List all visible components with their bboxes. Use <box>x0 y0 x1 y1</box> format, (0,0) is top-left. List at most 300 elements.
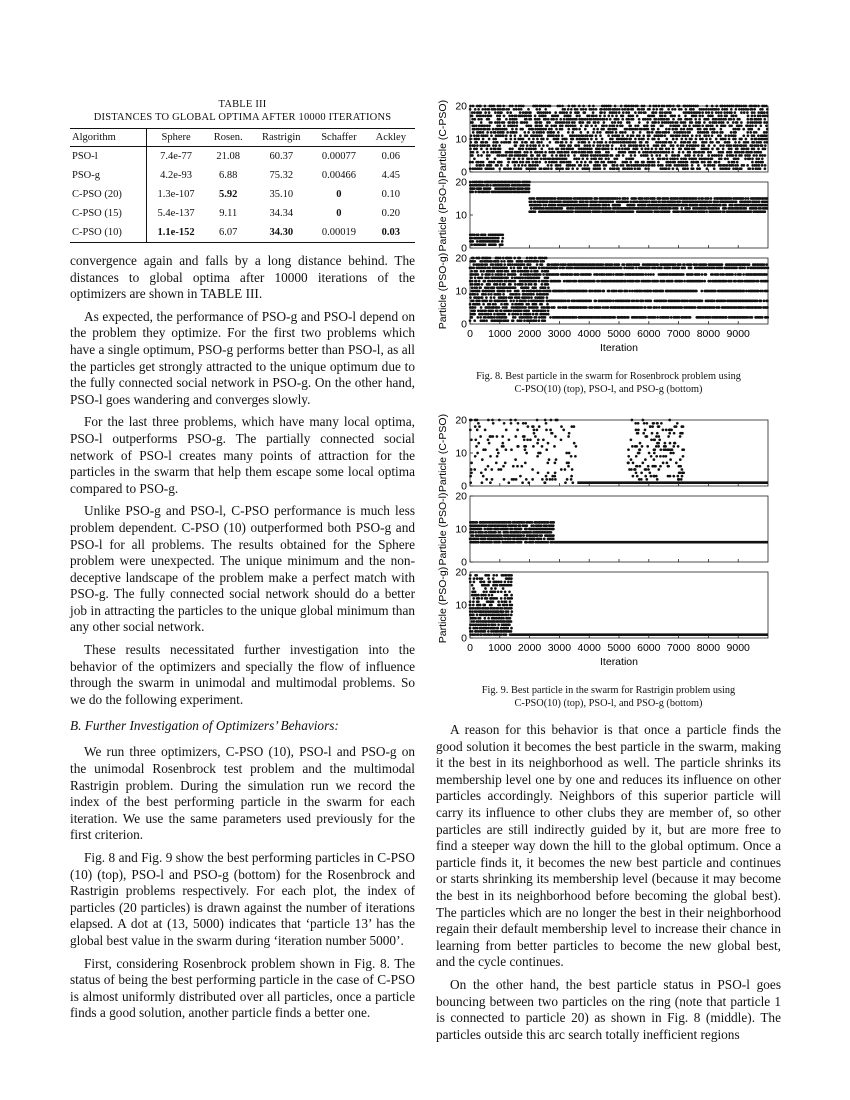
data-point <box>647 157 650 160</box>
data-point <box>509 148 512 151</box>
data-point <box>505 448 508 451</box>
y-tick-label: 10 <box>455 447 467 460</box>
right-column <box>436 98 781 1043</box>
data-point <box>569 164 572 167</box>
data-point <box>580 148 583 151</box>
data-point <box>690 267 693 270</box>
data-point <box>552 131 555 134</box>
data-point <box>742 134 745 137</box>
data-point <box>509 141 512 144</box>
data-point <box>724 157 727 160</box>
data-point <box>535 131 538 134</box>
data-point <box>661 164 664 167</box>
paragraph: convergence again and falls by a long distance behind. The distances to global optima after 10000 iterations of the optimizers are shown in TABLE III. <box>70 253 415 302</box>
data-point <box>758 157 761 160</box>
data-point <box>693 154 696 157</box>
data-point <box>661 111 664 114</box>
data-point <box>612 300 615 303</box>
data-point <box>539 273 542 276</box>
data-point <box>713 167 716 170</box>
table-header-row <box>70 129 415 147</box>
data-point <box>507 161 510 164</box>
data-point <box>668 267 671 270</box>
data-point <box>589 300 592 303</box>
data-point <box>647 138 650 141</box>
data-point <box>567 154 570 157</box>
data-point <box>490 131 493 134</box>
data-point <box>524 164 527 167</box>
data-point <box>514 286 517 289</box>
data-point <box>648 108 651 111</box>
table-cell: C-PSO (10) <box>70 223 147 243</box>
data-point <box>546 200 549 203</box>
data-point <box>553 151 556 154</box>
data-point <box>472 300 475 303</box>
data-point <box>711 111 714 114</box>
data-point <box>563 121 566 124</box>
data-point <box>520 309 523 312</box>
data-point <box>490 115 493 118</box>
data-point <box>750 151 753 154</box>
data-point <box>576 115 579 118</box>
data-point <box>555 419 558 422</box>
data-point <box>506 276 509 279</box>
table-cell: 60.37 <box>269 151 294 162</box>
data-point <box>529 164 532 167</box>
data-point <box>620 267 623 270</box>
data-point <box>490 148 493 151</box>
data-point <box>505 138 508 141</box>
data-point <box>624 148 627 151</box>
data-point <box>534 210 537 213</box>
data-point <box>766 207 769 210</box>
data-point <box>529 313 532 316</box>
data-point <box>501 240 504 243</box>
data-point <box>629 141 632 144</box>
data-point <box>667 118 670 121</box>
data-point <box>527 157 530 160</box>
data-point <box>476 293 479 296</box>
data-point <box>580 131 583 134</box>
data-point <box>751 108 754 111</box>
data-point <box>532 293 535 296</box>
data-point <box>567 151 570 154</box>
data-point <box>655 118 658 121</box>
data-point <box>472 131 475 134</box>
data-point <box>579 121 582 124</box>
data-point <box>722 273 725 276</box>
data-point <box>480 121 483 124</box>
data-point <box>482 164 485 167</box>
data-point <box>595 134 598 137</box>
data-point <box>638 118 641 121</box>
table-header-cell: Sphere <box>147 129 206 147</box>
data-point <box>472 105 475 108</box>
data-point <box>499 128 502 131</box>
data-point <box>706 167 709 170</box>
data-point <box>498 118 501 121</box>
data-point <box>538 141 541 144</box>
data-point <box>496 283 499 286</box>
data-point <box>676 197 679 200</box>
data-point <box>686 134 689 137</box>
data-point <box>491 478 494 481</box>
x-tick-label: 3000 <box>547 328 572 340</box>
data-points <box>469 257 770 322</box>
data-point <box>516 300 519 303</box>
data-point <box>715 138 718 141</box>
data-point <box>488 154 491 157</box>
data-point <box>611 115 614 118</box>
data-point <box>507 481 510 484</box>
data-point <box>474 438 477 441</box>
data-point <box>675 128 678 131</box>
data-point <box>694 118 697 121</box>
data-point <box>546 111 549 114</box>
data-point <box>515 115 518 118</box>
data-point <box>517 445 520 448</box>
data-point <box>640 154 643 157</box>
data-point <box>701 115 704 118</box>
data-point <box>609 167 612 170</box>
table-header-cell: Algorithm <box>70 129 147 147</box>
data-point <box>734 280 737 283</box>
data-point <box>625 111 628 114</box>
data-point <box>765 121 768 124</box>
data-point <box>580 124 583 127</box>
data-point <box>625 157 628 160</box>
data-point <box>624 151 627 154</box>
data-point <box>609 207 612 210</box>
data-point <box>485 478 488 481</box>
data-point <box>599 306 602 309</box>
data-point <box>536 105 539 108</box>
data-point <box>477 154 480 157</box>
y-tick-label: 20 <box>455 252 467 265</box>
data-point <box>653 161 656 164</box>
data-point <box>630 164 633 167</box>
data-point <box>726 121 729 124</box>
data-point <box>740 105 743 108</box>
data-point <box>531 128 534 131</box>
data-point <box>470 237 473 240</box>
data-point <box>549 290 552 293</box>
data-point <box>559 267 562 270</box>
data-point <box>736 164 739 167</box>
data-point <box>529 144 532 147</box>
data-point <box>591 134 594 137</box>
data-point <box>499 108 502 111</box>
data-point <box>509 138 512 141</box>
data-point <box>595 200 598 203</box>
data-point <box>742 306 745 309</box>
data-point <box>688 154 691 157</box>
data-point <box>571 210 574 213</box>
data-point <box>757 105 760 108</box>
data-point <box>730 108 733 111</box>
data-point <box>665 148 668 151</box>
data-point <box>764 148 767 151</box>
data-point <box>632 210 635 213</box>
table-row <box>70 166 415 185</box>
data-point <box>667 316 670 319</box>
data-point <box>639 131 642 134</box>
data-point <box>498 144 501 147</box>
data-point <box>527 286 530 289</box>
data-point <box>699 128 702 131</box>
data-point <box>657 161 660 164</box>
data-point <box>578 115 581 118</box>
data-point <box>615 290 618 293</box>
data-point <box>568 121 571 124</box>
data-point <box>711 148 714 151</box>
data-point <box>746 164 749 167</box>
data-point <box>759 151 762 154</box>
data-point <box>698 273 701 276</box>
data-point <box>759 141 762 144</box>
data-point <box>500 161 503 164</box>
data-point <box>698 134 701 137</box>
data-point <box>643 144 646 147</box>
data-point <box>527 108 530 111</box>
data-point <box>636 144 639 147</box>
data-point <box>653 124 656 127</box>
data-point <box>600 157 603 160</box>
data-point <box>678 316 681 319</box>
data-point <box>500 273 503 276</box>
data-point <box>759 167 762 170</box>
data-point <box>477 108 480 111</box>
data-point <box>688 148 691 151</box>
data-point <box>642 164 645 167</box>
data-point <box>471 240 474 243</box>
data-point <box>473 128 476 131</box>
data-point <box>530 200 533 203</box>
data-point <box>680 306 683 309</box>
data-point <box>475 270 478 273</box>
data-point <box>670 316 673 319</box>
data-point <box>534 257 537 260</box>
data-point <box>636 128 639 131</box>
data-point <box>571 151 574 154</box>
data-point <box>508 313 511 316</box>
data-point <box>513 187 516 190</box>
data-point <box>618 134 621 137</box>
data-point <box>559 105 562 108</box>
data-point <box>665 131 668 134</box>
data-point <box>765 138 768 141</box>
data-point <box>503 290 506 293</box>
data-point <box>541 445 544 448</box>
data-point <box>700 290 703 293</box>
data-point <box>536 124 539 127</box>
data-point <box>757 128 760 131</box>
data-point <box>537 438 540 441</box>
data-point <box>682 151 685 154</box>
data-point <box>538 267 541 270</box>
data-point <box>634 111 637 114</box>
data-point <box>487 286 490 289</box>
data-point <box>478 257 481 260</box>
data-point <box>501 435 504 438</box>
data-point <box>745 144 748 147</box>
data-point <box>661 124 664 127</box>
data-point <box>594 121 597 124</box>
data-point <box>477 128 480 131</box>
left-column <box>70 98 415 1022</box>
data-point <box>730 148 733 151</box>
data-point <box>760 300 763 303</box>
data-point <box>680 128 683 131</box>
data-point <box>707 151 710 154</box>
data-point <box>499 257 502 260</box>
data-points <box>469 105 769 170</box>
data-point <box>744 157 747 160</box>
data-point <box>720 111 723 114</box>
table-cell: C-PSO (15) <box>70 204 147 223</box>
data-point <box>700 157 703 160</box>
data-point <box>542 300 545 303</box>
table-cell: 0.03 <box>367 223 415 243</box>
data-point <box>711 141 714 144</box>
data-point <box>684 131 687 134</box>
data-point <box>530 296 533 299</box>
data-point <box>564 154 567 157</box>
data-point <box>719 210 722 213</box>
data-point <box>477 138 480 141</box>
data-point <box>744 197 747 200</box>
data-point <box>526 134 529 137</box>
data-point <box>724 207 727 210</box>
data-point <box>747 108 750 111</box>
data-point <box>477 118 480 121</box>
data-point <box>526 257 529 260</box>
data-point <box>561 154 564 157</box>
data-point <box>647 273 650 276</box>
data-point <box>653 138 656 141</box>
data-point <box>686 128 689 131</box>
data-point <box>493 270 496 273</box>
data-point <box>734 141 737 144</box>
data-point <box>521 128 524 131</box>
data-point <box>669 124 672 127</box>
data-point <box>761 316 764 319</box>
data-point <box>748 167 751 170</box>
data-point <box>672 148 675 151</box>
data-point <box>510 309 513 312</box>
data-point <box>481 273 484 276</box>
data-point <box>479 164 482 167</box>
data-point <box>611 121 614 124</box>
data-point <box>661 115 664 118</box>
data-point <box>709 121 712 124</box>
data-point <box>559 306 562 309</box>
data-point <box>648 134 651 137</box>
y-tick-label: 0 <box>461 318 467 331</box>
data-point <box>501 276 504 279</box>
data-point <box>613 164 616 167</box>
data-point <box>553 138 556 141</box>
data-point <box>730 131 733 134</box>
data-point <box>509 105 512 108</box>
data-point <box>492 144 495 147</box>
data-point <box>479 286 482 289</box>
data-point <box>671 128 674 131</box>
data-point <box>721 151 724 154</box>
data-point <box>565 111 568 114</box>
data-point <box>723 111 726 114</box>
data-point <box>481 263 484 266</box>
data-point <box>634 167 637 170</box>
figure-8-caption <box>436 370 781 396</box>
data-point <box>702 151 705 154</box>
y-tick-label: 20 <box>455 100 467 113</box>
data-point <box>616 157 619 160</box>
data-point <box>486 157 489 160</box>
data-point <box>488 128 491 131</box>
data-point <box>651 157 654 160</box>
data-point <box>595 108 598 111</box>
data-point <box>753 115 756 118</box>
data-point <box>690 118 693 121</box>
data-point <box>623 144 626 147</box>
data-point <box>711 157 714 160</box>
data-point <box>561 105 564 108</box>
data-point <box>661 108 664 111</box>
data-point <box>709 164 712 167</box>
data-point <box>550 128 553 131</box>
data-point <box>476 240 479 243</box>
data-point <box>665 141 668 144</box>
data-point <box>590 161 593 164</box>
data-point <box>528 191 531 194</box>
table-title: DISTANCES TO GLOBAL OPTIMA AFTER 10000 ITERATIONS <box>93 112 392 123</box>
data-point <box>649 290 652 293</box>
data-point <box>753 111 756 114</box>
data-point <box>504 167 507 170</box>
data-point <box>537 471 540 474</box>
data-point <box>652 111 655 114</box>
data-point <box>746 124 749 127</box>
data-point <box>674 141 677 144</box>
data-point <box>541 478 544 481</box>
data-point <box>761 154 764 157</box>
data-point <box>719 204 722 207</box>
data-point <box>516 429 519 432</box>
data-point <box>521 121 524 124</box>
data-point <box>540 303 543 306</box>
paragraph: We run three optimizers, C-PSO (10), PSO-l and PSO-g on the unimodal Rosenbrock test problem and the multimodal Rastrigin problem. During the simulation run we record the index of the best performing particle in the swarm for each iteration. We use the same parameters used previously for the first criterion. <box>70 744 415 843</box>
data-point <box>576 138 579 141</box>
data-point <box>555 118 558 121</box>
data-point <box>753 280 756 283</box>
data-point <box>489 303 492 306</box>
data-point <box>750 138 753 141</box>
data-point <box>716 124 719 127</box>
data-point <box>652 108 655 111</box>
data-point <box>648 131 651 134</box>
data-point <box>482 184 485 187</box>
data-point <box>479 316 482 319</box>
data-point <box>707 157 710 160</box>
data-point <box>724 141 727 144</box>
data-point <box>618 111 621 114</box>
data-point <box>730 124 733 127</box>
data-point <box>593 128 596 131</box>
data-point <box>516 121 519 124</box>
data-point <box>659 157 662 160</box>
data-point <box>502 131 505 134</box>
